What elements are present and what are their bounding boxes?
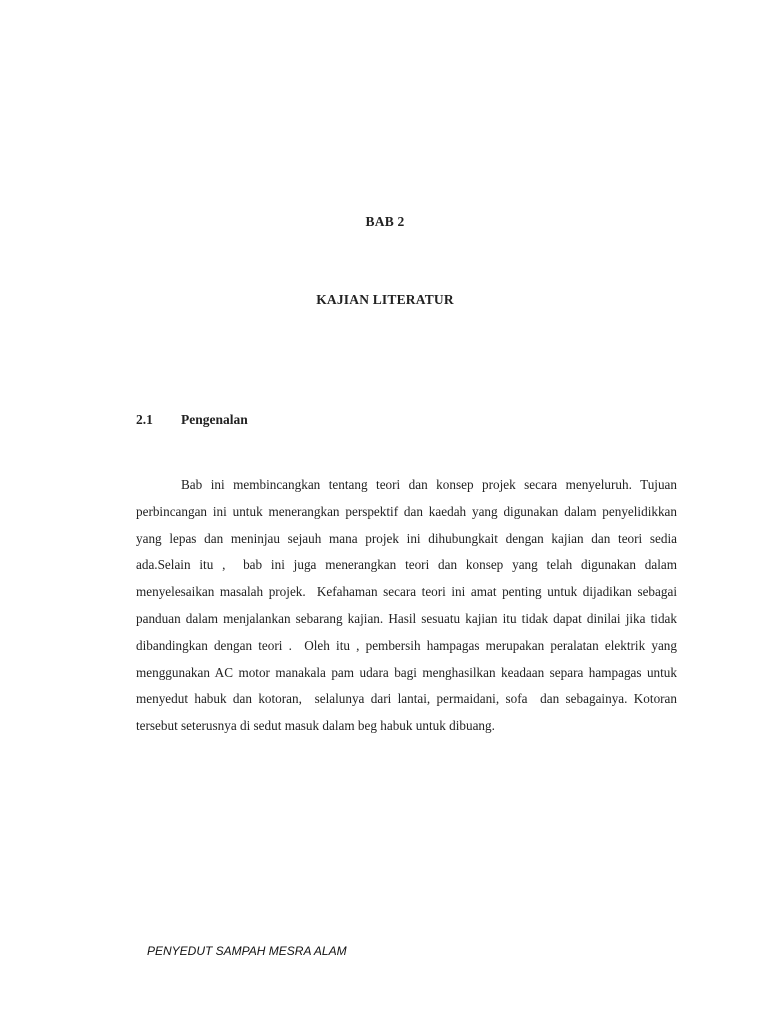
chapter-number: BAB 2 xyxy=(365,214,405,229)
body-paragraph: Bab ini membincangkan tentang teori dan konsep projek secara menyeluruh. Tujuan perbincangan ini untuk menerangkan perspektif dan kaedah yang digunakan dalam penyelidikkan yang lepas dan meninjau sejauh mana projek ini dihubungkait dengan kajian dan teori sedia ada.Selain itu , bab ini juga menerangkan teori dan konsep yang telah digunakan dalam menyelesaikan masalah projek. Kefahaman secara teori ini amat penting untuk dijadikan sebagai panduan dalam menjalankan sebarang kajian. Hasil sesuatu kajian itu tidak dapat dinilai jika tidak dibandingkan dengan teori . Oleh itu , pembersih hampagas merupakan peralatan elektrik yang menggunakan AC motor manakala pam udara bagi menghasilkan keadaan separa hampagas untuk menyedut habuk dan kotoran, selalunya dari lantai, permaidani, sofa dan sebagainya. Kotoran tersebut seterusnya di sedut masuk dalam beg habuk untuk dibuang. xyxy=(136,477,681,734)
section-number: 2.1 xyxy=(136,412,153,427)
section-heading xyxy=(136,412,248,428)
section-title: Pengenalan xyxy=(181,412,248,427)
chapter-title: KAJIAN LITERATUR xyxy=(316,292,454,307)
page-footer: PENYEDUT SAMPAH MESRA ALAM xyxy=(147,944,347,958)
